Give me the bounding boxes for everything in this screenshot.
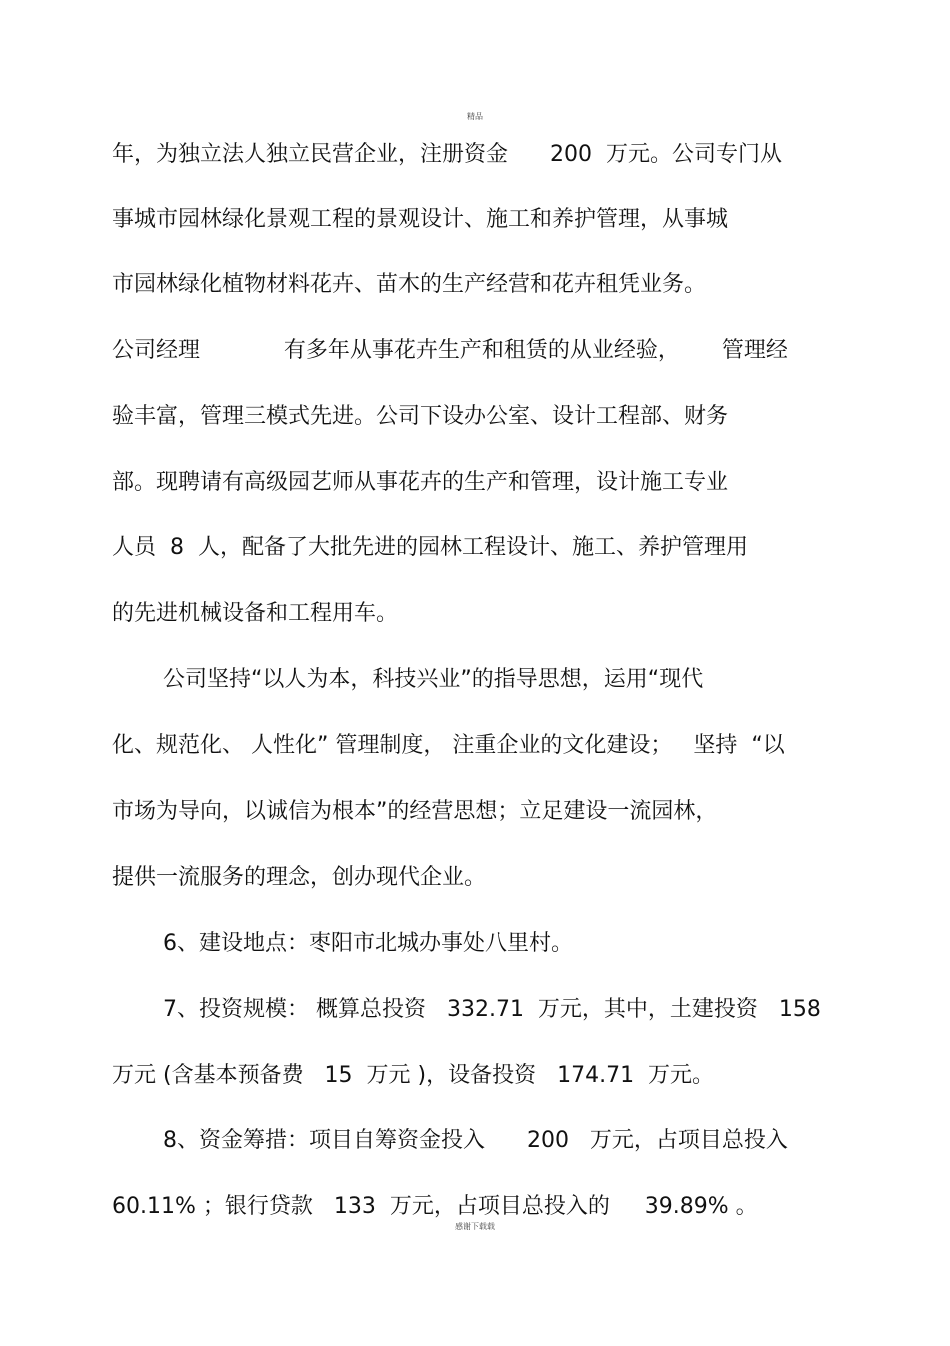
paragraph-line: 7、投资规模： 概算总投资 332.71 万元，其中，土建投资 158 xyxy=(163,997,821,1022)
paragraph-line: 提供一流服务的理念，创办现代企业。 xyxy=(112,865,487,890)
paragraph-line: 市园林绿化植物材料花卉、苗木的生产经营和花卉租凭业务。 xyxy=(112,272,707,297)
paragraph-line: 人员 8 人，配备了大批先进的园林工程设计、施工、养护管理用 xyxy=(112,535,748,560)
paragraph-line: 年，为独立法人独立民营企业，注册资金 200 万元。公司专门从 xyxy=(112,142,782,167)
paragraph-line: 部。现聘请有高级园艺师从事花卉的生产和管理，设计施工专业 xyxy=(112,470,729,495)
paragraph-line: 化、规范化、 人性化” 管理制度， 注重企业的文化建设； 坚持 “以 xyxy=(112,733,785,758)
page-footer: 感谢下载载 xyxy=(455,1222,495,1231)
page-header: 精品 xyxy=(467,112,483,121)
paragraph-line: 60.11% ；银行贷款 133 万元，占项目总投入的 39.89% 。 xyxy=(112,1194,758,1219)
paragraph-line: 6、建设地点：枣阳市北城办事处八里村。 xyxy=(163,931,573,956)
paragraph-line: 万元 (含基本预备费 15 万元 )，设备投资 174.71 万元。 xyxy=(112,1063,715,1088)
paragraph-line: 8、资金筹措：项目自筹资金投入 200 万元，占项目总投入 xyxy=(163,1128,788,1153)
paragraph-line: 事城市园林绿化景观工程的景观设计、施工和养护管理，从事城 xyxy=(112,207,729,232)
paragraph-line: 公司坚持“以人为本，科技兴业”的指导思想，运用“现代 xyxy=(163,667,704,692)
paragraph-line: 公司经理 有多年从事花卉生产和租赁的从业经验， 管理经 xyxy=(112,338,788,363)
paragraph-line: 的先进机械设备和工程用车。 xyxy=(112,601,399,626)
paragraph-line: 验丰富，管理三模式先进。公司下设办公室、设计工程部、财务 xyxy=(112,404,729,429)
paragraph-line: 市场为导向，以诚信为根本”的经营思想；立足建设一流园林， xyxy=(112,799,718,824)
